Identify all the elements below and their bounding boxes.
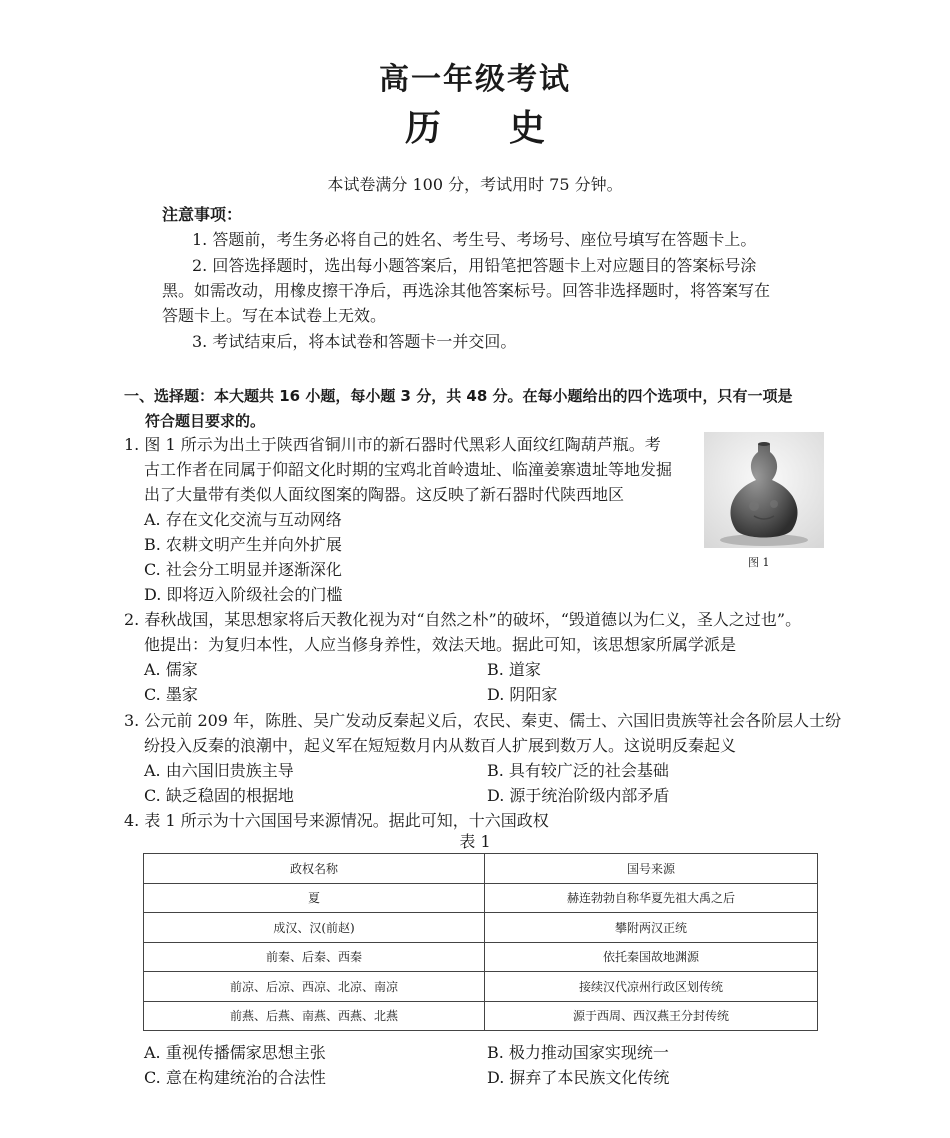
table-header-row [144, 854, 818, 884]
table-header-cell: 国号来源 [485, 854, 818, 884]
exam-info: 本试卷满分 100 分，考试用时 75 分钟。 [327, 175, 623, 194]
q3-stem-line-1: 3. 公元前 209 年，陈胜、吴广发动反秦起义后，农民、秦吏、儒士、六国旧贵族等社会各阶层人士纷 [124, 711, 842, 730]
notes-line-1: 1. 答题前，考生务必将自己的姓名、考生号、考场号、座位号填写在答题卡上。 [192, 230, 757, 249]
q4-stem-line-1: 4. 表 1 所示为十六国国号来源情况。据此可知，十六国政权 [124, 811, 549, 830]
q4-option-d: D. 摒弃了本民族文化传统 [487, 1068, 670, 1087]
q1-stem-line-1: 1. 图 1 所示为出土于陕西省铜川市的新石器时代黑彩人面纹红陶葫芦瓶。考 [124, 435, 661, 454]
q2-option-c: C. 墨家 [144, 685, 198, 704]
q4-option-b: B. 极力推动国家实现统一 [487, 1043, 669, 1062]
q1-option-d: D. 即将迈入阶级社会的门槛 [144, 585, 343, 604]
q1-option-b: B. 农耕文明产生并向外扩展 [144, 535, 342, 554]
table-cell: 前秦、后秦、西秦 [144, 942, 485, 972]
q2-option-b: B. 道家 [487, 660, 541, 679]
table-cell: 接续汉代凉州行政区划传统 [485, 972, 818, 1002]
table-cell: 依托秦国故地渊源 [485, 942, 818, 972]
q2-stem-line-1: 2. 春秋战国，某思想家将后天教化视为对“自然之朴”的破坏，“毁道德以为仁义，圣人之过也”。 [124, 610, 802, 629]
table-cell: 赫连勃勃自称华夏先祖大禹之后 [485, 883, 818, 913]
q3-option-b: B. 具有较广泛的社会基础 [487, 761, 669, 780]
notes-line-4: 答题卡上。写在本试卷上无效。 [162, 306, 387, 325]
q3-option-a: A. 由六国旧贵族主导 [144, 761, 294, 780]
q2-option-d: D. 阴阳家 [487, 685, 558, 704]
section-heading-line-1: 一、选择题：本大题共 16 小题，每小题 3 分，共 48 分。在每小题给出的四个选项中，只有一项是 [124, 387, 793, 405]
table-cell: 前凉、后凉、西凉、北凉、南凉 [144, 972, 485, 1002]
table-cell: 成汉、汉(前赵) [144, 913, 485, 943]
q3-option-d: D. 源于统治阶级内部矛盾 [487, 786, 670, 805]
figure-1-image [704, 432, 824, 548]
q1-stem-line-2: 古工作者在同属于仰韶文化时期的宝鸡北首岭遗址、临潼姜寨遗址等地发掘 [144, 460, 673, 479]
notes-line-3: 黑。如需改动，用橡皮擦干净后，再选涂其他答案标号。回答非选择题时，将答案写在 [162, 281, 771, 300]
subject-char-1: 历 [404, 108, 441, 149]
table-1 [143, 853, 818, 1031]
gourd-vase-illustration [704, 432, 824, 548]
notes-line-2: 2. 回答选择题时，选出每小题答案后，用铅笔把答题卡上对应题目的答案标号涂 [192, 256, 757, 275]
table-1-caption: 表 1 [459, 832, 491, 851]
table-row [144, 972, 818, 1002]
table-row [144, 913, 818, 943]
q4-option-c: C. 意在构建统治的合法性 [144, 1068, 326, 1087]
q4-option-a: A. 重视传播儒家思想主张 [144, 1043, 326, 1062]
q1-stem-line-3: 出了大量带有类似人面纹图案的陶器。这反映了新石器时代陕西地区 [144, 485, 625, 504]
table-row [144, 1001, 818, 1031]
figure-1-caption: 图 1 [748, 556, 770, 569]
q2-option-a: A. 儒家 [144, 660, 198, 679]
section-heading-line-2: 符合题目要求的。 [145, 412, 266, 430]
q3-option-c: C. 缺乏稳固的根据地 [144, 786, 294, 805]
notes-heading: 注意事项： [162, 205, 243, 224]
subject-char-2: 史 [509, 108, 546, 149]
exam-title: 高一年级考试 [379, 62, 571, 97]
notes-line-5: 3. 考试结束后，将本试卷和答题卡一并交回。 [192, 332, 517, 351]
table-row [144, 942, 818, 972]
q2-stem-line-2: 他提出：为复归本性，人应当修身养性，效法天地。据此可知，该思想家所属学派是 [144, 635, 737, 654]
subject-title [0, 100, 950, 151]
q1-option-a: A. 存在文化交流与互动网络 [144, 510, 342, 529]
q1-option-c: C. 社会分工明显并逐渐深化 [144, 560, 342, 579]
table-cell: 源于西周、西汉燕王分封传统 [485, 1001, 818, 1031]
q3-stem-line-2: 纷投入反秦的浪潮中，起义军在短短数月内从数百人扩展到数万人。这说明反秦起义 [144, 736, 737, 755]
table-cell: 攀附两汉正统 [485, 913, 818, 943]
table-header-cell: 政权名称 [144, 854, 485, 884]
table-cell: 夏 [144, 883, 485, 913]
table-row [144, 883, 818, 913]
table-cell: 前燕、后燕、南燕、西燕、北燕 [144, 1001, 485, 1031]
